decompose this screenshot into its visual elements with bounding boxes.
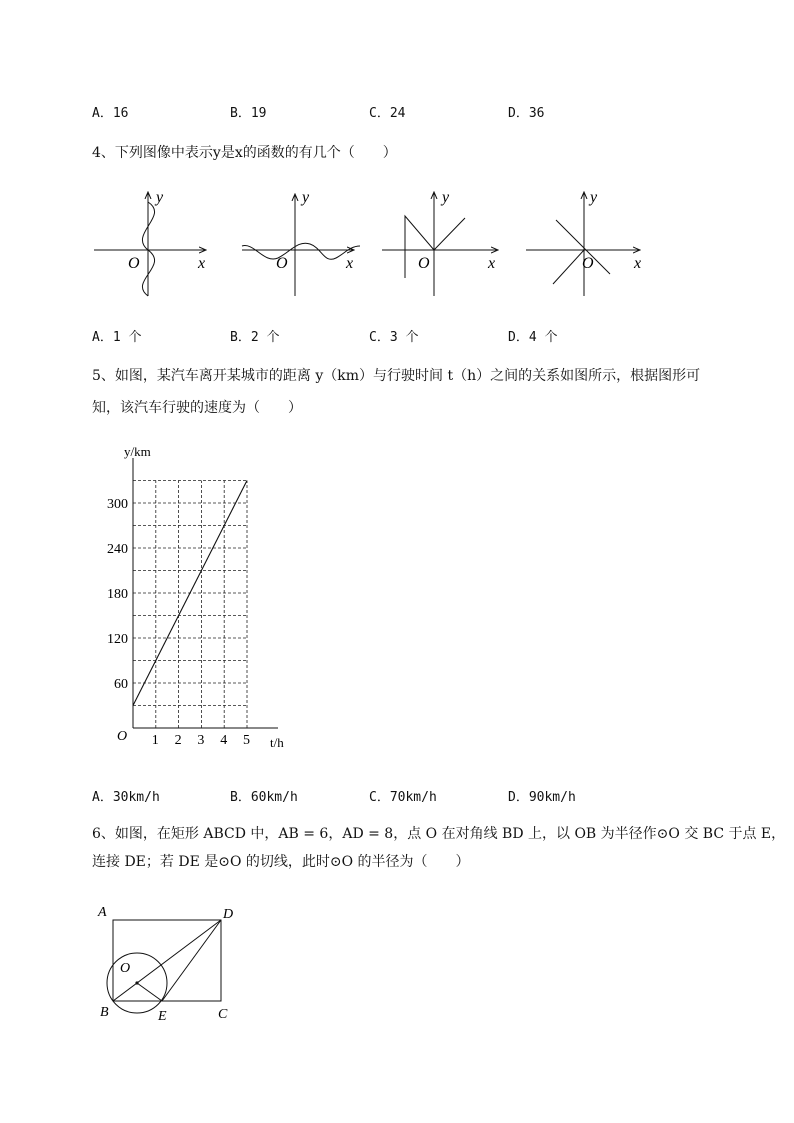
graph-1 (94, 189, 206, 296)
label-c: C (218, 1007, 228, 1022)
y-tick-label: 240 (107, 542, 128, 557)
q6-stem-line-2: 连接 DE；若 DE 是⊙O 的切线，此时⊙O 的半径为（ ） (92, 854, 470, 870)
y-tick-label: 300 (107, 497, 128, 512)
q5-option-d: D．90km/h (508, 790, 576, 805)
graph-3-x-label: x (488, 255, 496, 272)
graph-2-x-label: x (346, 255, 354, 272)
label-d: D (223, 907, 234, 922)
chart-x-axis-label: t/h (270, 735, 284, 750)
graph-2-y-label: y (302, 189, 310, 206)
q4-option-a: A．1 个 (92, 330, 142, 345)
x-tick-label: 3 (197, 733, 205, 748)
q4-option-d: D．4 个 (508, 330, 558, 345)
chart-origin-label: O (117, 729, 128, 744)
q6-stem (92, 822, 785, 874)
x-tick-label: 1 (151, 733, 159, 748)
q3-option-c: C．24 (369, 106, 406, 121)
segment-de (162, 920, 221, 1001)
y-tick-label: 60 (114, 677, 128, 692)
graph-3-y-label: y (442, 189, 450, 206)
chart-y-axis-label: y/km (124, 444, 151, 459)
graph-1-origin: O (128, 255, 140, 272)
graph-2-origin: O (276, 255, 288, 272)
graph-3 (382, 189, 498, 296)
graph-3-origin: O (418, 255, 430, 272)
graph-4-x-label: x (634, 255, 642, 272)
q5-chart (100, 438, 300, 756)
q4-graphs (88, 186, 658, 304)
graph-4-origin: O (582, 255, 594, 272)
radius-oe (137, 983, 162, 1001)
y-tick-label: 180 (107, 587, 128, 602)
q6-stem-line-1: 6、如图，在矩形 ABCD 中，AB = 6，AD = 8，点 O 在对角线 BD 上，以 OB 为半径作⊙O 交 BC 于点 E， (92, 826, 786, 842)
x-tick-label: 2 (174, 733, 182, 748)
graph-4 (526, 189, 641, 296)
q5-option-b: B．60km/h (230, 790, 298, 805)
label-a: A (98, 905, 107, 920)
label-o: O (120, 961, 131, 976)
q5-option-c: C．70km/h (369, 790, 437, 805)
point-o (135, 981, 138, 984)
graph-1-x-label: x (198, 255, 206, 272)
q3-option-d: D．36 (508, 106, 545, 121)
y-tick-label: 120 (107, 632, 128, 647)
q5-stem (92, 364, 700, 420)
q4-stem: 4、下列图像中表示y是x的函数的有几个（ ） (92, 145, 397, 161)
q4-option-c: C．3 个 (369, 330, 419, 345)
graph-4-y-label: y (590, 189, 598, 206)
x-tick-label: 4 (220, 733, 228, 748)
graph-1-y-label: y (156, 189, 164, 206)
q6-figure (96, 900, 246, 1024)
q5-stem-line-1: 5、如图，某汽车离开某城市的距离 y（km）与行驶时间 t（h）之间的关系如图所示，根据图形可 (92, 368, 701, 384)
chart-grid (133, 481, 247, 729)
label-e: E (158, 1009, 167, 1024)
q3-option-b: B．19 (230, 106, 267, 121)
q5-stem-line-2: 知，该汽车行驶的速度为（ ） (92, 400, 302, 416)
x-tick-label: 5 (243, 733, 250, 748)
label-b: B (100, 1005, 109, 1020)
graph-2 (242, 189, 360, 296)
q3-option-a: A．16 (92, 106, 129, 121)
q4-option-b: B．2 个 (230, 330, 280, 345)
q5-option-a: A．30km/h (92, 790, 160, 805)
